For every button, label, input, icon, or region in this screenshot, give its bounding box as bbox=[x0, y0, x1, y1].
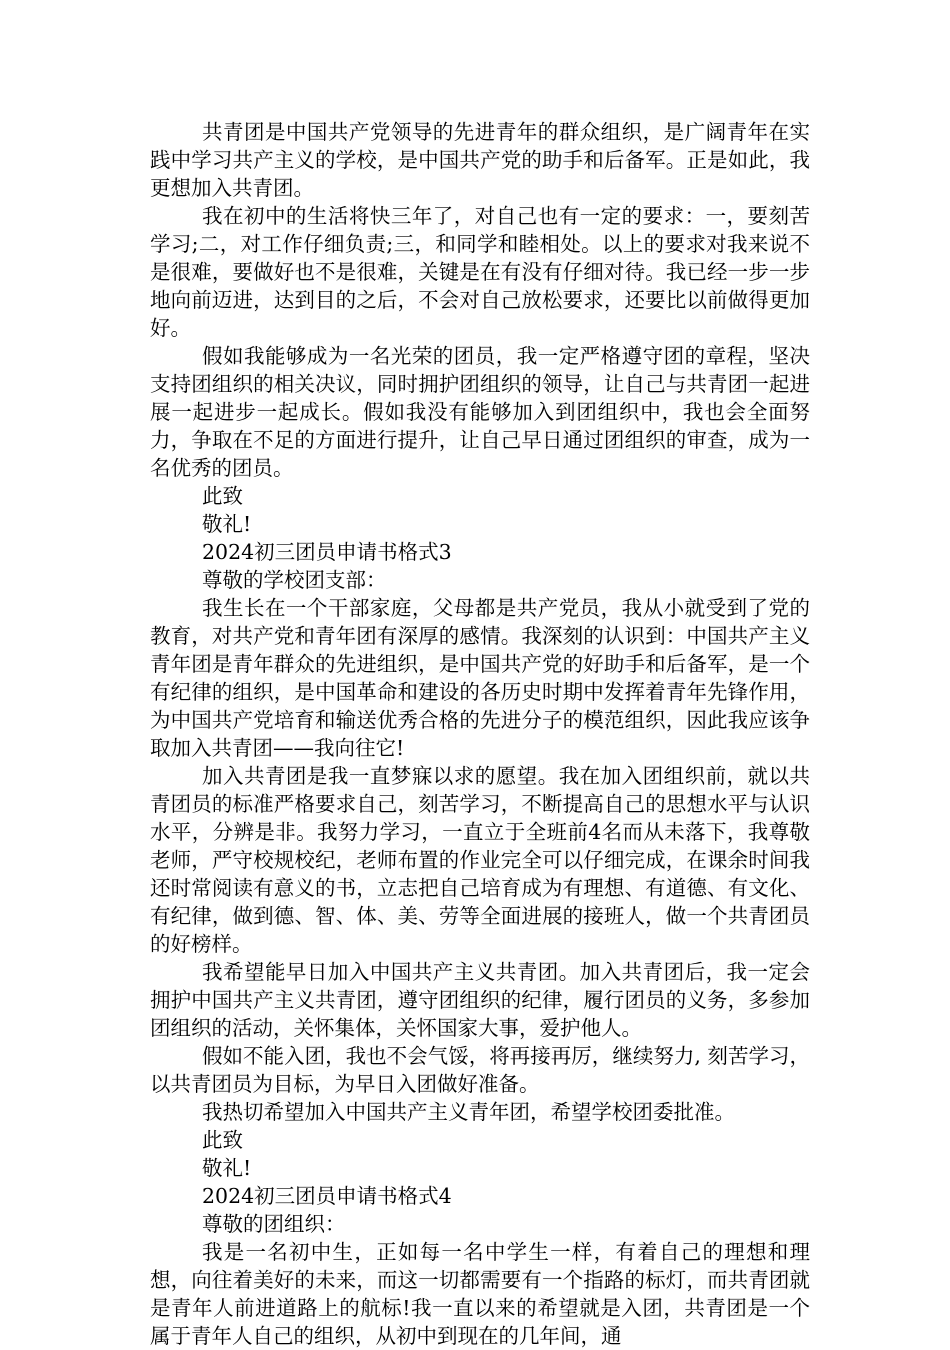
paragraph-intro: 共青团是中国共产党领导的先进青年的群众组织，是广阔青年在实践中学习共产主义的学校，是中国共产党的助手和后备军。正是如此，我更想加入共青团。 bbox=[150, 120, 810, 200]
paragraph-student: 我是一名初中生，正如每一名中学生一样，有着自己的理想和理想，向往着美好的未来，而这一切都需要有一个指路的标灯，而共青团就是青年人前进道路上的航标!我一直以来的希望就是入团，共青团是一个属于青年人自己的组织，从初中到现在的几年间，通 bbox=[150, 1240, 810, 1348]
paragraph-aspiration: 加入共青团是我一直梦寐以求的愿望。我在加入团组织前，就以共青团员的标准严格要求自己，刻苦学习，不断提高自己的思想水平与认识水平，分辨是非。我努力学习，一直立于全班前4名而从未落下，我尊敬老师，严守校规校纪，老师布置的作业完全可以仔细完成，在课余时间我还时常阅读有意义的书，立志把自己培育成为有理想、有道德、有文化、有纪律，做到德、智、体、美、劳等全面进展的接班人，做一个共青团员的好榜样。 bbox=[150, 764, 810, 956]
closing-salutation-2: 此致 bbox=[202, 1128, 243, 1152]
section-heading-3: 2024初三团员申请书格式3 bbox=[202, 540, 452, 564]
paragraph-hope: 我希望能早日加入中国共产主义共青团。加入共青团后，我一定会拥护中国共产主义共青团，遵守团组织的纪律，履行团员的义务，多参加团组织的活动，关怀集体，关怀国家大事，爱护他人。 bbox=[150, 960, 810, 1040]
paragraph-request: 我热切希望加入中国共产主义青年团，希望学校团委批准。 bbox=[202, 1100, 735, 1124]
paragraph-perseverance: 假如不能入团，我也不会气馁，将再接再厉，继续努力, 刻苦学习，以共青团员为目标，为早日入团做好准备。 bbox=[150, 1044, 810, 1096]
paragraph-requirements: 我在初中的生活将快三年了，对自己也有一定的要求：一，要刻苦学习;二，对工作仔细负责;三，和同学和睦相处。以上的要求对我来说不是很难，要做好也不是很难，关键是在有没有仔细对待。我已经一步一步地向前迈进，达到目的之后，不会对自己放松要求，还要比以前做得更加好。 bbox=[150, 204, 810, 340]
greeting-3: 尊敬的学校团支部： bbox=[202, 568, 387, 592]
closing-regards: 敬礼! bbox=[202, 512, 252, 536]
paragraph-commitment: 假如我能够成为一名光荣的团员，我一定严格遵守团的章程，坚决支持团组织的相关决议，同时拥护团组织的领导，让自己与共青团一起进展一起进步一起成长。假如我没有能够加入到团组织中，我也会全面努力，争取在不足的方面进行提升，让自己早日通过团组织的审查，成为一名优秀的团员。 bbox=[150, 344, 810, 480]
document-body bbox=[150, 118, 810, 1350]
paragraph-background: 我生长在一个干部家庭，父母都是共产党员，我从小就受到了党的教育，对共产党和青年团有深厚的感情。我深刻的认识到：中国共产主义青年团是青年群众的先进组织，是中国共产党的好助手和后备军，是一个有纪律的组织，是中国革命和建设的各历史时期中发挥着青年先锋作用，为中国共产党培育和输送优秀合格的先进分子的模范组织，因此我应该争取加入共青团——我向往它! bbox=[150, 596, 810, 760]
closing-salutation: 此致 bbox=[202, 484, 243, 508]
closing-regards-2: 敬礼! bbox=[202, 1156, 252, 1180]
section-heading-4: 2024初三团员申请书格式4 bbox=[202, 1184, 452, 1208]
greeting-4: 尊敬的团组织： bbox=[202, 1212, 346, 1236]
